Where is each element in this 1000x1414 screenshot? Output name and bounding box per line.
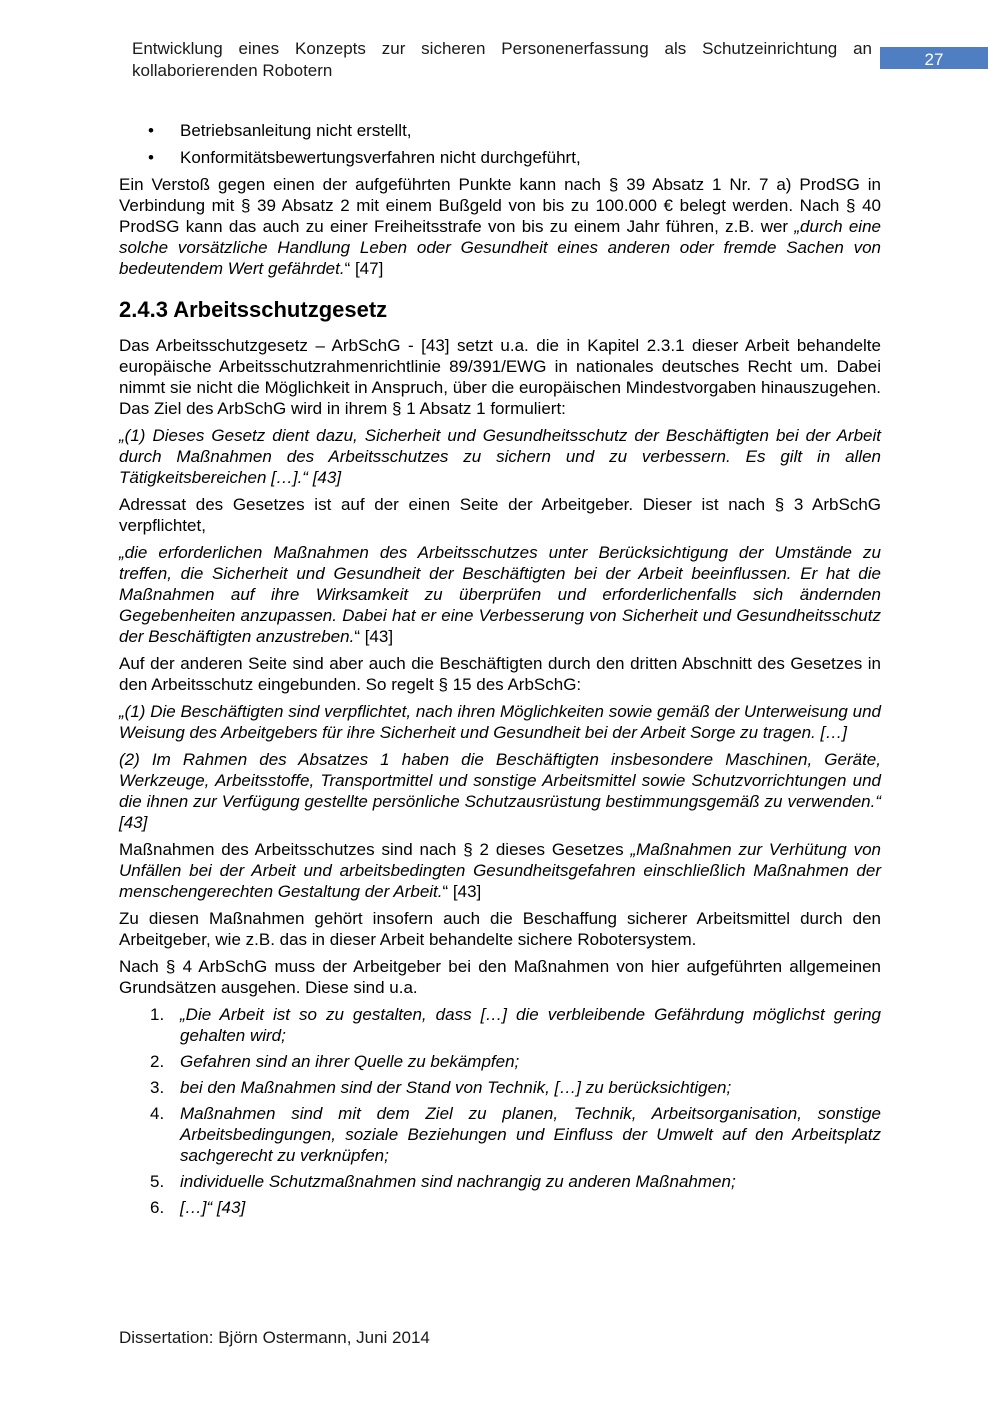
inline-quote: „durch eine solche vorsätzliche Handlung Leben oder Gesundheit eines anderen oder fremde Sachen von bedeutendem Wert gefährdet. (119, 217, 881, 278)
list-number: 3. (150, 1078, 165, 1097)
paragraph-employer: Adressat des Gesetzes ist auf der einen Seite der Arbeitgeber. Dieser ist nach § 3 ArbSchG verpflichtet, (119, 495, 881, 535)
list-item: 6. […]“ [43] (150, 1198, 246, 1217)
section-heading: 2.4.3 Arbeitsschutzgesetz (119, 297, 388, 322)
list-number: 4. (150, 1104, 165, 1123)
quote-paragraph-4: (2) Im Rahmen des Absatzes 1 haben die Beschäftigten insbesondere Maschinen, Geräte, Werkzeuge, Arbeitsstoffe, Transportmittel und sonstige Arbeitsmittel sowie Schutzvorrichtungen und die ihnen zur Verfügung gestellte persönliche Schutzausrüstung bestimmungsgemäß zu verwenden.“ [43] (119, 750, 881, 832)
citation: “ [43] (354, 627, 394, 646)
footer: Dissertation: Björn Ostermann, Juni 2014 (119, 1328, 430, 1347)
paragraph-procurement: Zu diesen Maßnahmen gehört insofern auch die Beschaffung sicherer Arbeitsmittel durch den Arbeitgeber, wie z.B. das in dieser Arbeit behandelte sichere Robotersystem. (119, 909, 881, 949)
list-number: 5. (150, 1172, 165, 1191)
list-item (119, 120, 881, 141)
list-number: 6. (150, 1198, 165, 1217)
bullet-list (119, 120, 881, 168)
header-title: Entwicklung eines Konzepts zur sicheren Personenerfassung als Schutzeinrichtung an kollaborierenden Robotern (132, 39, 872, 80)
principles-list (119, 1004, 881, 1218)
quote-paragraph-3: „(1) Die Beschäftigten sind verpflichtet, nach ihren Möglichkeiten sowie gemäß der Unterweisung und Weisung des Arbeitgebers für ihre Sicherheit und Gesundheit bei der Arbeit Sorge zu tragen. […] (119, 702, 881, 742)
paragraph-principles-intro: Nach § 4 ArbSchG muss der Arbeitgeber bei den Maßnahmen von hier aufgeführten allgemeinen Grundsätzen ausgehen. Diese sind u.a. (119, 957, 881, 997)
list-item (119, 147, 881, 168)
list-item: 3. bei den Maßnahmen sind der Stand von Technik, […] zu berücksichtigen; (150, 1078, 732, 1097)
paragraph-prodsg-penalty: Ein Verstoß gegen einen der aufgeführten Punkte kann nach § 39 Absatz 1 Nr. 7 a) ProdSG in Verbindung mit § 39 Absatz 2 mit einem Bußgeld von bis zu 100.000 € belegt werden. Nach § 40 ProdSG kann das auch zu einer Freiheitsstrafe von bis zu einem Jahr führen, z.B. wer „durch eine solche vorsätzliche Handlung Leben oder Gesundheit eines anderen oder fremde Sachen von bedeutendem Wert gefährdet.“ [47] (119, 175, 881, 278)
list-number: 1. (150, 1005, 165, 1024)
bullet-icon: • (148, 148, 154, 167)
list-item: 1. „Die Arbeit ist so zu gestalten, dass […] die verbleibende Gefährdung möglichst gering gehalten wird; (150, 1005, 881, 1045)
citation: “ [47] (344, 259, 384, 278)
list-item: 4. Maßnahmen sind mit dem Ziel zu planen, Technik, Arbeitsorganisation, sonstige Arbeitsbedingungen, soziale Beziehungen und Einfluss der Umwelt auf den Arbeitsplatz sachgerecht zu verknüpfen; (150, 1104, 881, 1165)
list-item-text: Konformitätsbewertungsverfahren nicht durchgeführt, (180, 148, 581, 167)
inline-quote: „Maßnahmen zur Verhütung von Unfällen bei der Arbeit und arbeitsbedingten Gesundheitsgefahren einschließlich Maßnahmen der menschengerechten Gestaltung der Arbeit. (119, 840, 882, 901)
list-item: 5. individuelle Schutzmaßnahmen sind nachrangig zu anderen Maßnahmen; (150, 1172, 736, 1191)
page-body (119, 120, 881, 1223)
list-item: 2. Gefahren sind an ihrer Quelle zu bekämpfen; (150, 1052, 520, 1071)
quote-paragraph-1: „(1) Dieses Gesetz dient dazu, Sicherheit und Gesundheitsschutz der Beschäftigten bei der Arbeit durch Maßnahmen des Arbeitsschutzes zu sichern und zu verbessern. Es gilt in allen Tätigkeitsbereichen […].“ [43] (119, 426, 881, 487)
paragraph-employees: Auf der anderen Seite sind aber auch die Beschäftigten durch den dritten Abschnitt des Gesetzes in den Arbeitsschutz eingebunden. So regelt § 15 des ArbSchG: (119, 654, 881, 694)
list-item-text: Betriebsanleitung nicht erstellt, (180, 121, 412, 140)
paragraph-arbschg-intro: Das Arbeitsschutzgesetz – ArbSchG - [43] setzt u.a. die in Kapitel 2.3.1 dieser Arbeit behandelte europäische Arbeitsschutzrahmenrichtlinie 89/391/EWG in nationales deutsches Recht um. Dabei nimmt sie nicht die Möglichkeit in Anspruch, über die europäischen Mindestvorgaben hinauszugehen. Das Ziel des ArbSchG wird in ihrem § 1 Absatz 1 formuliert: (119, 336, 881, 418)
page-number: 27 (880, 47, 988, 69)
list-number: 2. (150, 1052, 165, 1071)
paragraph-measures: Maßnahmen des Arbeitsschutzes sind nach § 2 dieses Gesetzes „Maßnahmen zur Verhütung von Unfällen bei der Arbeit und arbeitsbedingten Gesundheitsgefahren einschließlich Maßnahmen der menschengerechten Gestaltung der Arbeit.“ [43] (119, 840, 882, 901)
quote-paragraph-2: „die erforderlichen Maßnahmen des Arbeitsschutzes unter Berücksichtigung der Umstände zu treffen, die Sicherheit und Gesundheit der Beschäftigten bei der Arbeit beeinflussen. Er hat die Maßnahmen auf ihre Wirksamkeit zu überprüfen und erforderlichenfalls sich ändernden Gegebenheiten anzupassen. Dabei hat er eine Verbesserung von Sicherheit und Gesundheitsschutz der Beschäftigten anzustreben.“ [43] (119, 543, 881, 646)
citation: “ [43] (442, 882, 482, 901)
bullet-icon: • (148, 121, 154, 140)
